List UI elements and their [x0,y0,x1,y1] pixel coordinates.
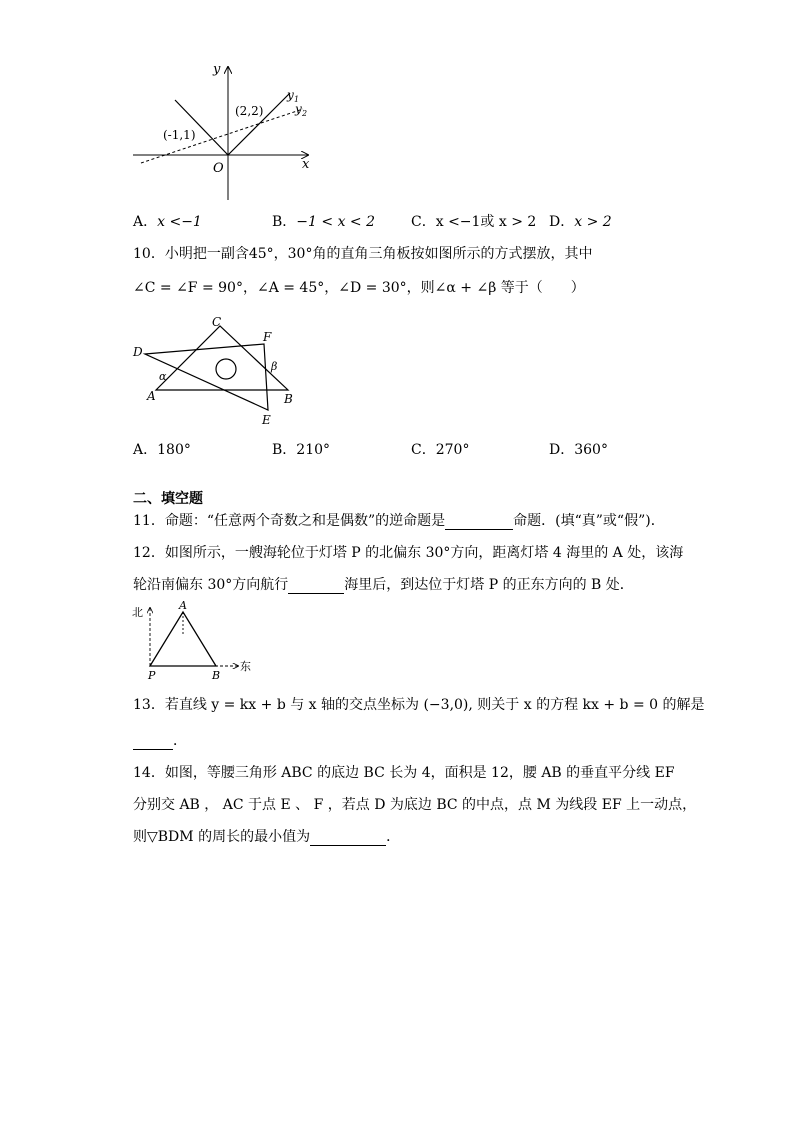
x-axis-label: x [302,157,310,172]
q10-option-a: A．180° [133,442,191,458]
section-title: 二、填空题 [133,491,203,507]
q9-option-c: C．x <−1或 x > 2 [411,214,537,230]
q10-option-b: B．210° [272,442,331,458]
q13-answer-line: ． [133,732,187,750]
q12-bearing-figure [128,600,258,684]
q13-blank[interactable] [133,735,173,750]
q14-line-2: 分别交 AB ， AC 于点 E 、 F ，若点 D 为底边 BC 的中点，点 M 为线段 EF 上一动点， [133,797,697,813]
q14-line-3: 则▽BDM 的周长的最小值为 ． [133,829,401,845]
q12-line-1: 12．如图所示，一艘海轮位于灯塔 P 的北偏东 30°方向，距离灯塔 4 海里的 A 处，该海 [133,545,684,561]
y1-right-branch [228,93,290,155]
q11-blank[interactable] [445,515,513,530]
q10-option-c: C．270° [411,442,470,458]
label-alpha: α [159,370,167,383]
q9-option-a: A．x <−1 [133,214,202,230]
q12-line-2: 轮沿南偏东 30°方向航行 海里后，到达位于灯塔 P 的正东方向的 B 处． [133,577,634,593]
label-e: E [262,413,271,427]
label-b: B [284,392,293,406]
q13-text: 13．若直线 y = kx + b 与 x 轴的交点坐标为 (−3,0), 则关于 x 的方程 kx + b = 0 的解是 [133,697,705,713]
point-2-2-label: (2,2) [235,104,264,118]
label-f: F [263,330,272,344]
north-label: 北 [132,606,143,619]
label-p: P [148,669,156,682]
q10-option-d: D．360° [549,442,608,458]
q9-graph-figure [125,55,325,205]
q14-line-1: 14．如图，等腰三角形 ABC 的底边 BC 长为 4，面积是 12，腰 AB 的垂直平分线 EF [133,765,675,781]
y1-subscript: 1 [294,95,300,104]
triangle-hole-circle [216,359,236,379]
y2-subscript: 2 [302,109,308,118]
q9-option-d: D．x > 2 [549,214,612,230]
label-b: B [212,669,221,682]
q12-blank[interactable] [288,579,344,594]
q10-triangles-figure [128,312,308,430]
y2-label: y [295,102,302,116]
label-a: A [179,600,187,612]
y1-label: y [287,88,294,102]
q10-line-1: 10．小明把一副含45°，30°角的直角三角板按如图所示的方式摆放，其中 [133,246,593,262]
q14-blank[interactable] [310,831,386,846]
q10-line-2: ∠C = ∠F = 90°，∠A = 45°，∠D = 30°，则∠α + ∠β 等于（ ） [133,280,585,296]
label-c: C [212,315,222,329]
east-label: 东 [240,660,251,673]
label-beta: β [271,360,278,373]
q9-option-b: B．−1 < x < 2 [272,214,375,230]
origin-label: O [213,161,224,176]
y-axis-label: y [213,62,221,77]
label-a: A [147,389,156,403]
q11-text: 11．命题：“任意两个奇数之和是偶数”的逆命题是 命题．(填“真”或“假”)． [133,513,665,529]
label-d: D [133,345,143,359]
point-neg1-1-label: (-1,1) [163,128,196,142]
